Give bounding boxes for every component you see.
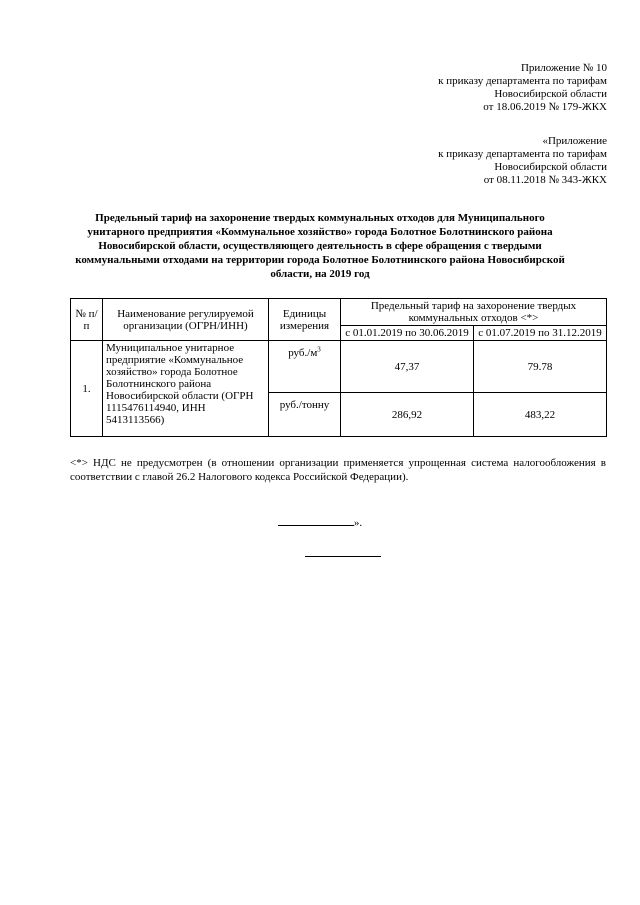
row-number: 1. xyxy=(71,341,103,437)
appendix-line: Приложение № 10 xyxy=(520,62,607,74)
header-period-1: с 01.01.2019 по 30.06.2019 xyxy=(341,326,474,341)
appendix-line: Новосибирской области xyxy=(494,88,607,100)
document-title: Предельный тариф на захоронение твердых коммунальных отходов для Муниципального унитарного предприятия «Коммунальное хозяйство» города Болотное Болотнинского района Новосибирской области, осуществляющего деятельность в сфере обращения с твердыми коммунальными отходами на территории города Болотное Болотнинского района Новосибирской области, на 2019 год xyxy=(75,212,565,280)
appendix-line: к приказу департамента по тарифам xyxy=(438,75,607,87)
header-number: № п/п xyxy=(71,299,103,341)
row-ton-period-1: 286,92 xyxy=(341,393,474,437)
row-organization: Муниципальное унитарное предприятие «Коммунальное хозяйство» города Болотное Болотнинского района Новосибирской области (ОГРН 1115476114940, ИНН 5413113566) xyxy=(103,341,269,437)
appendix-line: «Приложение xyxy=(542,135,607,147)
row-cubic-period-2: 79.78 xyxy=(474,341,607,393)
closing-mark xyxy=(0,515,640,530)
table-header-row xyxy=(71,299,607,326)
closing-underline xyxy=(278,515,354,526)
unit-cubic-base: руб./м xyxy=(288,347,318,359)
row-ton-period-2: 483,22 xyxy=(474,393,607,437)
closing-quote: ». xyxy=(353,517,363,529)
appendix-line: от 18.06.2019 № 179-ЖКХ xyxy=(483,101,607,113)
row-unit-cubic xyxy=(269,341,341,393)
header-tariff: Предельный тариф на захоронение твердых коммунальных отходов <*> xyxy=(341,299,607,326)
header-period-2: с 01.07.2019 по 31.12.2019 xyxy=(474,326,607,341)
vat-footnote: <*> НДС не предусмотрен (в отношении организации применяется упрощенная система налогообложения в соответствии с главой 26.2 Налогового кодекса Российской Федерации). xyxy=(70,457,606,483)
row-unit-ton: руб./тонну xyxy=(269,393,341,437)
tariff-table xyxy=(70,298,607,437)
appendix-original-header xyxy=(438,135,607,187)
appendix-line: от 08.11.2018 № 343-ЖКХ xyxy=(483,174,607,186)
appendix-line: к приказу департамента по тарифам xyxy=(438,148,607,160)
appendix-current-header xyxy=(438,62,607,114)
table-row xyxy=(71,341,607,393)
bottom-divider xyxy=(305,556,381,557)
header-unit: Единицы измерения xyxy=(269,299,341,341)
header-organization: Наименование регулируемой организации (ОГРН/ИНН) xyxy=(103,299,269,341)
row-cubic-period-1: 47,37 xyxy=(341,341,474,393)
appendix-line: Новосибирской области xyxy=(494,161,607,173)
unit-cubic-sup: 3 xyxy=(317,345,321,354)
